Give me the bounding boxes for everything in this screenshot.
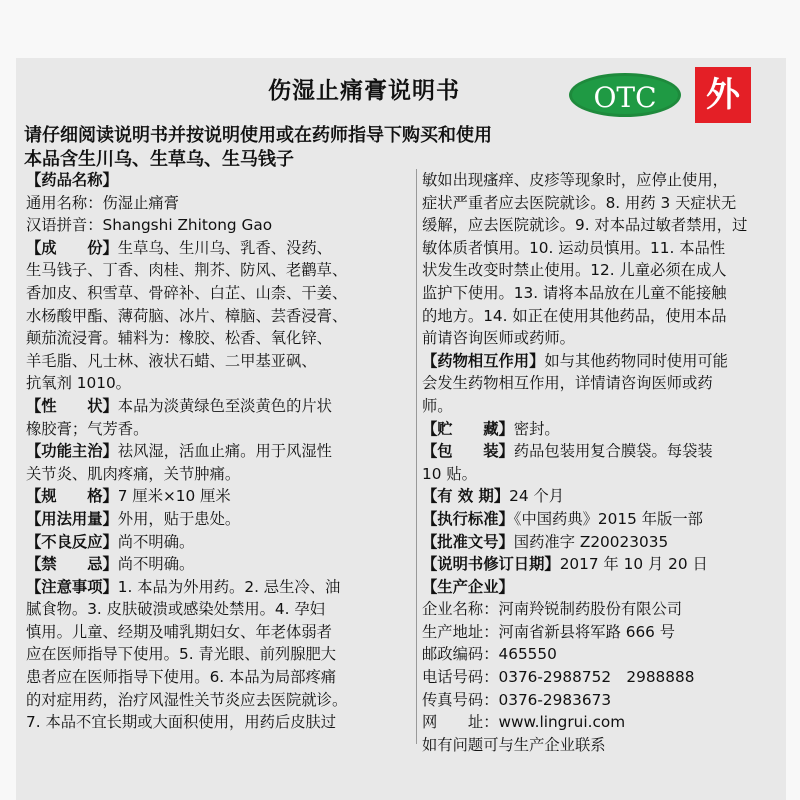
text-line xyxy=(26,666,412,689)
text-line xyxy=(422,485,782,508)
section-label: 【执行标准】 xyxy=(422,509,514,528)
section-text: 监护下使用。13. 请将本品放在儿童不能接触 xyxy=(422,283,727,302)
text-line xyxy=(26,327,412,350)
text-line xyxy=(26,350,412,373)
section-text: 缓解，应去医院就诊。9. 对本品过敏者禁用，过 xyxy=(422,216,748,235)
section-label: 【成 份】 xyxy=(26,238,118,257)
section-text: 生产地址：河南省新县将军路 666 号 xyxy=(422,622,676,641)
text-line xyxy=(422,305,782,328)
section-label: 【说明书修订日期】 xyxy=(422,555,560,574)
text-line xyxy=(26,305,412,328)
text-line xyxy=(26,553,412,576)
text-line xyxy=(26,192,412,215)
section-text: 电话号码：0376-2988752 2988888 xyxy=(422,668,695,687)
text-line xyxy=(422,259,782,282)
text-line xyxy=(26,689,412,712)
section-label: 【贮 藏】 xyxy=(422,419,514,438)
text-line xyxy=(26,418,412,441)
section-text: 生草乌、生川乌、乳香、没药、 xyxy=(117,238,332,257)
text-line xyxy=(422,553,782,576)
text-line xyxy=(422,598,782,621)
section-text: 药品包装用复合膜袋。每袋装 xyxy=(513,442,713,461)
section-text: 会发生药物相互作用，详情请咨询医师或药 xyxy=(422,374,713,393)
right-column xyxy=(422,169,782,756)
section-text: 10 贴。 xyxy=(422,464,477,483)
section-text: 慎用。儿童、经期及哺乳期妇女、年老体弱者 xyxy=(26,622,332,641)
external-use-badge: 外 xyxy=(695,67,751,123)
section-text: 如与其他药物同时使用可能 xyxy=(544,351,728,370)
text-line xyxy=(26,372,412,395)
text-line xyxy=(422,440,782,463)
section-text: 师。 xyxy=(422,396,453,415)
section-text: 邮政编码：465550 xyxy=(422,645,557,664)
section-label: 【药品名称】 xyxy=(26,171,118,189)
text-line xyxy=(26,531,412,554)
text-line xyxy=(26,643,412,666)
text-line xyxy=(26,282,412,305)
text-line xyxy=(26,395,412,418)
section-label: 【有 效 期】 xyxy=(422,487,510,506)
text-line xyxy=(422,192,782,215)
section-label: 【用法用量】 xyxy=(26,509,118,528)
section-text: 前请咨询医师或药师。 xyxy=(422,329,575,348)
text-line xyxy=(26,485,412,508)
text-line xyxy=(422,327,782,350)
section-text: 应在医师指导下使用。5. 青光眼、前列腺肥大 xyxy=(26,645,337,664)
section-text: 症状严重者应去医院就诊。8. 用药 3 天症状无 xyxy=(422,193,737,212)
section-text: 抗氧剂 1010。 xyxy=(26,374,131,393)
text-line xyxy=(422,734,782,757)
text-line xyxy=(26,508,412,531)
section-text: 敏体质者慎用。10. 运动员慎用。11. 本品性 xyxy=(422,238,726,257)
section-text: 外用，贴于患处。 xyxy=(117,509,241,528)
text-line xyxy=(422,418,782,441)
section-text: 祛风湿，活血止痛。用于风湿性 xyxy=(117,442,332,461)
text-line xyxy=(422,531,782,554)
text-line xyxy=(422,463,782,486)
section-text: 患者应在医师指导下使用。6. 本品为局部疼痛 xyxy=(26,668,337,687)
section-text: 的对症用药，治疗风湿性关节炎应去医院就诊。 xyxy=(26,690,348,709)
section-label: 【包 装】 xyxy=(422,442,514,461)
text-line xyxy=(422,282,782,305)
section-text: 尚不明确。 xyxy=(117,555,195,574)
text-line xyxy=(422,237,782,260)
text-line xyxy=(26,259,412,282)
section-label: 【功能主治】 xyxy=(26,442,118,461)
section-text: 敏如出现瘙痒、皮疹等现象时，应停止使用， xyxy=(422,171,728,189)
section-label: 【不良反应】 xyxy=(26,532,118,551)
column-divider xyxy=(416,169,417,744)
text-line xyxy=(26,711,412,734)
section-text: 水杨酸甲酯、薄荷脑、冰片、樟脑、芸香浸膏、 xyxy=(26,306,348,325)
text-line xyxy=(422,643,782,666)
section-text: 2017 年 10 月 20 日 xyxy=(559,555,708,574)
section-text: 的地方。14. 如正在使用其他药品，使用本品 xyxy=(422,306,727,325)
text-line xyxy=(422,350,782,373)
text-line xyxy=(26,598,412,621)
section-label: 【批准文号】 xyxy=(422,532,514,551)
text-line xyxy=(26,237,412,260)
section-text: 7. 本品不宜长期或大面积使用，用药后皮肤过 xyxy=(26,713,337,732)
otc-badge: OTC xyxy=(569,73,681,117)
text-line xyxy=(422,395,782,418)
text-line xyxy=(422,169,782,192)
section-text: 香加皮、积雪草、骨碎补、白芷、山柰、干姜、 xyxy=(26,283,348,302)
text-line xyxy=(422,372,782,395)
section-text: 企业名称：河南羚锐制药股份有限公司 xyxy=(422,600,683,619)
section-text: 本品为淡黄绿色至淡黄色的片状 xyxy=(117,396,332,415)
section-text: 传真号码：0376-2983673 xyxy=(422,690,612,709)
section-text: 通用名称：伤湿止痛膏 xyxy=(26,193,179,212)
section-text: 羊毛脂、凡士林、液状石蜡、二甲基亚砜、 xyxy=(26,351,317,370)
left-column xyxy=(26,169,412,734)
section-label: 【性 状】 xyxy=(26,396,118,415)
page-title: 伤湿止痛膏说明书 xyxy=(268,78,460,104)
section-text: 网 址：www.lingrui.com xyxy=(422,713,626,732)
section-text: 24 个月 xyxy=(509,487,565,506)
usage-warning: 请仔细阅读说明书并按说明使用或在药师指导下购买和使用 xyxy=(24,125,492,146)
section-text: 如有问题可与生产企业联系 xyxy=(422,735,606,754)
section-text: 7 厘米×10 厘米 xyxy=(117,487,231,506)
section-text: 状发生改变时禁止使用。12. 儿童必须在成人 xyxy=(422,261,727,280)
section-text: 关节炎、肌肉疼痛，关节肿痛。 xyxy=(26,464,241,483)
text-line xyxy=(26,169,412,192)
section-text: 腻食物。3. 皮肤破溃或感染处禁用。4. 孕妇 xyxy=(26,600,325,619)
section-label: 【禁 忌】 xyxy=(26,555,118,574)
section-label: 【规 格】 xyxy=(26,487,118,506)
text-line xyxy=(422,711,782,734)
text-line xyxy=(422,508,782,531)
section-text: 1. 本品为外用药。2. 忌生冷、油 xyxy=(117,577,341,596)
text-line xyxy=(26,576,412,599)
text-line xyxy=(26,621,412,644)
text-line xyxy=(422,689,782,712)
section-text: 颠茄流浸膏。辅料为：橡胶、松香、氧化锌、 xyxy=(26,329,332,348)
text-line xyxy=(422,576,782,599)
text-line xyxy=(26,214,412,237)
section-text: 汉语拼音：Shangshi Zhitong Gao xyxy=(26,216,273,235)
section-label: 【生产企业】 xyxy=(422,577,514,596)
section-label: 【注意事项】 xyxy=(26,577,118,596)
section-text: 密封。 xyxy=(513,419,560,438)
section-label: 【药物相互作用】 xyxy=(422,351,545,370)
ingredient-warning: 本品含生川乌、生草乌、生马钱子 xyxy=(24,149,294,170)
section-text: 国药准字 Z20023035 xyxy=(513,532,669,551)
text-line xyxy=(422,666,782,689)
section-text: 尚不明确。 xyxy=(117,532,195,551)
section-text: 橡胶膏；气芳香。 xyxy=(26,419,149,438)
text-line xyxy=(26,440,412,463)
section-text: 《中国药典》2015 年版一部 xyxy=(513,509,703,528)
section-text: 生马钱子、丁香、肉桂、荆芥、防风、老鹳草、 xyxy=(26,261,348,280)
text-line xyxy=(422,214,782,237)
text-line xyxy=(422,621,782,644)
text-line xyxy=(26,463,412,486)
